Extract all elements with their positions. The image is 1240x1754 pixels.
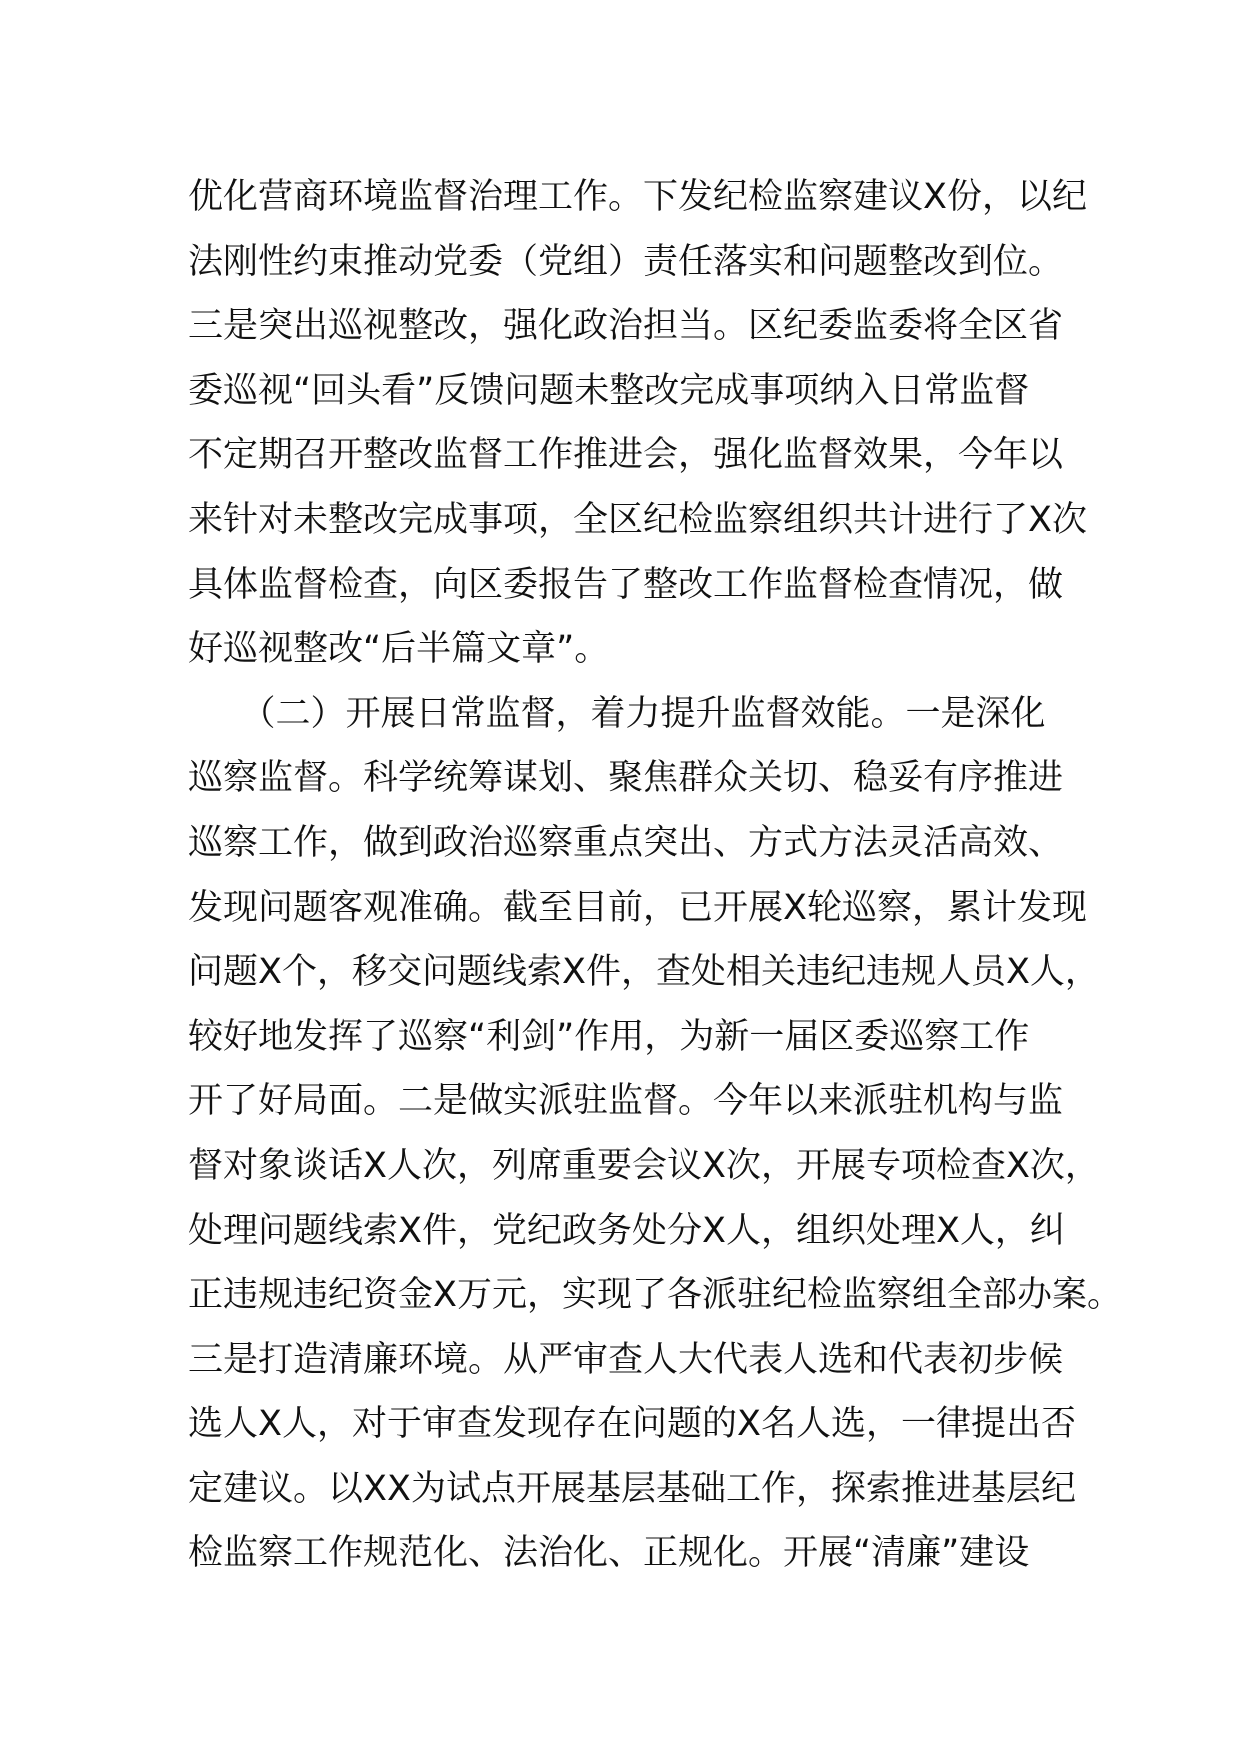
text-line: 定建议。以ⅩⅩ为试点开展基层基础工作，探索推进基层纪 [188, 1468, 1076, 1509]
text-line: 好巡视整改“后半篇文章”。 [188, 629, 610, 670]
text-line: 督对象谈话Ⅹ人次，列席重要会议Ⅹ次，开展专项检查Ⅹ次， [188, 1145, 1100, 1186]
text-line: 优化营商环境监督治理工作。下发纪检监察建议Ⅹ份，以纪 [188, 177, 1087, 217]
body-text [188, 165, 1122, 1586]
text-line: 法刚性约束推动党委（党组）责任落实和问题整改到位。 [188, 241, 1064, 282]
text-line: 选人Ⅹ人，对于审查发现存在问题的Ⅹ名人选，一律提出否 [188, 1404, 1076, 1445]
text-line: 委巡视“回头看”反馈问题未整改完成事项纳入日常监督 [188, 370, 1030, 411]
text-line: 检监察工作规范化、法治化、正规化。开展“清廉”建设 [188, 1533, 1030, 1574]
text-line: 来针对未整改完成事项，全区纪检监察组织共计进行了Ⅹ次 [188, 499, 1087, 540]
text-line: 三是打造清廉环境。从严审查人大代表人选和代表初步候 [188, 1339, 1064, 1380]
text-line: 三是突出巡视整改，强化政治担当。区纪委监委将全区省 [188, 306, 1064, 347]
text-line: 巡察监督。科学统筹谋划、聚焦群众关切、稳妥有序推进 [188, 758, 1064, 799]
text-line: 不定期召开整改监督工作推进会，强化监督效果，今年以 [188, 435, 1064, 476]
text-line: 较好地发挥了巡察“利剑”作用，为新一届区委巡察工作 [188, 1016, 1030, 1057]
text-line: 正违规违纪资金Ⅹ万元，实现了各派驻纪检监察组全部办案。 [188, 1275, 1122, 1316]
text-line: （二）开展日常监督，着力提升监督效能。一是深化 [188, 693, 1046, 734]
text-line: 巡察工作，做到政治巡察重点突出、方式方法灵活高效、 [188, 822, 1064, 863]
text-line: 开了好局面。二是做实派驻监督。今年以来派驻机构与监 [188, 1081, 1064, 1122]
text-line: 处理问题线索Ⅹ件，党纪政务处分Ⅹ人，组织处理Ⅹ人，纠 [188, 1210, 1065, 1251]
text-line: 发现问题客观准确。截至目前，已开展Ⅹ轮巡察，累计发现 [188, 887, 1087, 928]
text-line: 问题Ⅹ个，移交问题线索Ⅹ件，查处相关违纪违规人员Ⅹ人， [188, 952, 1100, 993]
text-line: 具体监督检查，向区委报告了整改工作监督检查情况，做 [188, 564, 1064, 605]
